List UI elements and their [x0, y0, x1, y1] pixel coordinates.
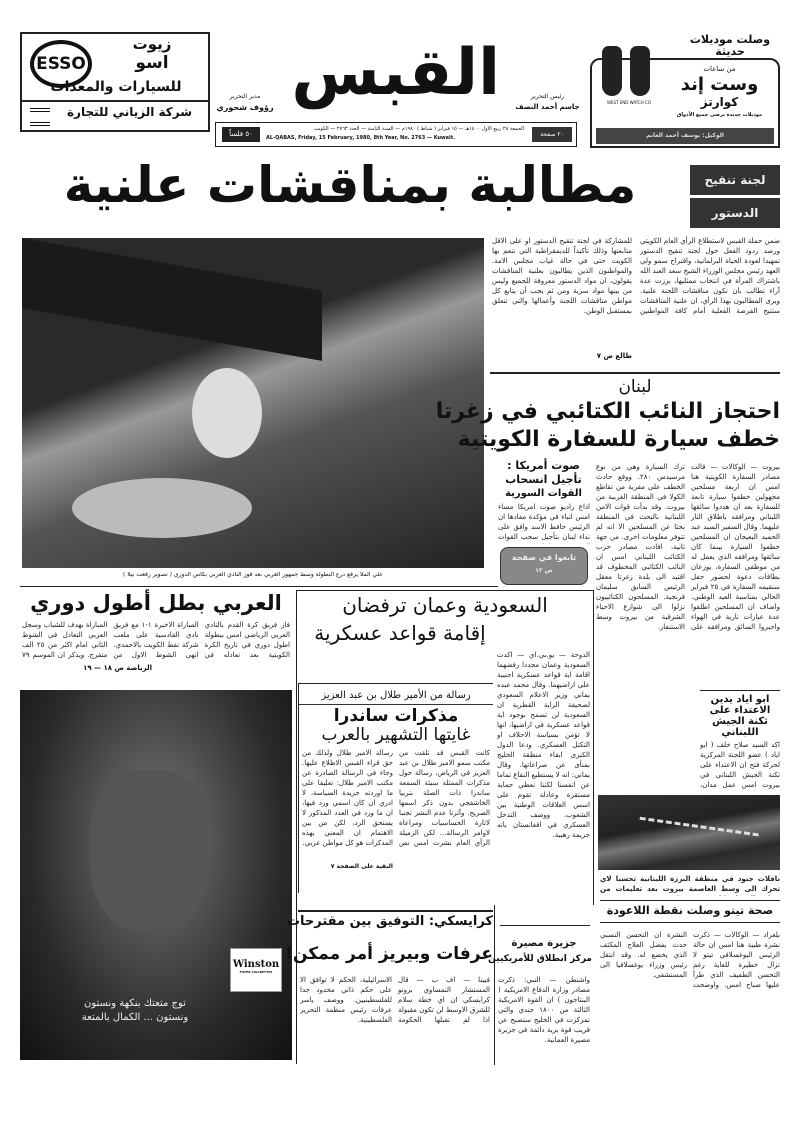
tanks-photo-caption: ناقلات جنود في منطقة البرزة اللبنانية تحسبا لاي تحرك الى وسط العاصمة بيروت بعد تعليمات من — [600, 875, 780, 893]
winston-pack — [230, 948, 282, 992]
talal-body: كانت القبس قد تلقت من مكتب سمو الامير طلال بن عبد العزيز في الرياض، رسالة حول مذكرات الممثلة سيئة السمعة ساندرا ذات الصلة بتربيا الخاشقجي بدون ذكر اسمها الصريح. وآثرنا عدم النشر تجنبا لاثارة الحساسيات ومراعاة لاوامر الرسالة... لكن الزميلة الرأي العام نشرت امس نص رسالة الامير طلال ولذلك من حق قراء القبس الاطلاع عليها. وجاء في الرسالة الصادرة عن مكتب الامير طلال: تعليقا على ما اوردته جريدة السياسة، لا ادري ان كان اسمي ورد فيها، ان ما ورد في العدد المذكور لا يستحق الرد، لكن من بين الاهتمام ان المعني بهذه المذكرات هو كل مواطن عربي. — [302, 749, 490, 848]
talal-box — [298, 683, 493, 893]
talal-kicker: رسالة من الأمير طلال بن عبد العزيز — [299, 690, 493, 705]
date-bar — [215, 122, 577, 147]
saudi-headline-2: إقامة قواعد عسكرية — [314, 621, 486, 645]
voa-ad-text: تابعوا في صفحة — [511, 553, 577, 562]
tanks-photo — [598, 795, 780, 870]
kreisky-headline-1: كرايسكي: التوفيق بين مقترحات — [286, 914, 493, 929]
westend-line3: موديلات جديدة ترضي جميع الأذواق — [676, 112, 763, 118]
sports-continued: الرياضة ص ١٨ — ١٩ — [83, 664, 152, 672]
tito-body: بلغراد — الوكالات — ذكرت نشرة طبية هنا امس ان حالة الرئيس اليوغسلافي تيتو لا تزال خطيرة للغاية رغم التحسن الطفيف الذي طرأ عليها صباح امس. واوضحت النشرة ان التحسن النسبي حدث بفضل العلاج المكثف الذي يخضع له. وقد انتقل رئيس وزراء يوغسلافيا الى المستشفى. — [600, 931, 780, 989]
saudi-headline-1: السعودية وعمان ترفضان — [342, 593, 548, 617]
lead-headline: مطالبة بمناقشات علنية — [63, 156, 637, 214]
editor-in-chief-label: رئيس التحرير — [530, 93, 565, 100]
westend-line2: كوارتز — [700, 95, 739, 109]
managing-editor: رؤوف شحوري — [216, 103, 274, 112]
price-badge: ٥٠ فلساً — [222, 127, 260, 142]
zayani-logo-icon — [30, 108, 50, 126]
lebanon-kicker: لبنان — [618, 377, 652, 397]
voa-title-2: تأجيل انسحاب — [505, 473, 582, 486]
voa-ad-box — [500, 547, 588, 585]
lead-kicker-1: لجنة تنقيح — [690, 165, 780, 195]
kreisky-body: فيينا — اف ب — قال المستشار النمساوي برونو كرايسكي ان اي خطة سلام للشرق الاوسط لن تكون مقبولة اذا لم تقبلها الحكومة الاسرائيلية، الحكم لا توافق الا على حكم ذاتي محدود جدا للفلسطينيين. ووصف ياسر عرفات رئيس منظمة التحرير الفلسطينية. — [300, 976, 490, 1024]
lead-continued: طالع ص ٧ — [596, 352, 632, 360]
lead-kicker-2: الدستور — [690, 198, 780, 228]
winston-sub: FILTER CIGARETTES — [239, 970, 273, 974]
westend-top: وصلت موديلات حديثة — [689, 33, 771, 59]
pages-badge: ٢٠ صفحة — [532, 127, 572, 142]
esso-line2: اسو — [135, 53, 169, 73]
westend-line1: من ساعات — [703, 65, 736, 73]
westend-ad — [590, 58, 780, 148]
main-photo-caption: علي الملا يرفع درع البطولة وسط جمهور العربي بعد فوز النادي العربي بكأس الدوري ( تصوير رفعت بيلا ) — [123, 572, 383, 578]
sports-body: فاز فريق كرة القدم بالنادي العربي الرياضي امس ببطولة اطول دوري في تاريخ الكرة الكويتية بعد تعادله في المباراة الاخيرة ١-١ مع فريق نادي القادسية على ملعب شركة نفط الكويت بالاحمدي. انهى الشوط الاول من المباراة بهدف للشباب وسجل العربي التعادل في الشوط الثاني امام اكثر من ٢٥ الف متفرج. ويذكر ان الموسم ٧٩ — [22, 621, 290, 659]
esso-company: شركة الزياني للتجارة — [66, 105, 193, 119]
managing-editor-label: مدير التحرير — [229, 93, 261, 100]
voa-title-3: القوات السورية — [505, 488, 582, 499]
date-line-ar: الجمعة ٢٨ ربيع الأول ١٤٠٠هـ — ١٥ فبراير ( شباط ) ١٩٨٠م — السنة الثامنة — العدد ٢٧٦٣ — الكويت — [314, 126, 524, 132]
esso-line1: زيوت — [132, 35, 172, 53]
talal-headline-2: غايتها التشهير بالعرب — [321, 724, 471, 745]
winston-slogan-2: ونستون ... الكمال بالمتعة — [81, 1012, 189, 1023]
saudi-body: الدوحة — يو.بي.اي — اكدت السعودية وعمان مجددا رفضهما اقامة اية قواعد عسكرية اجنبية على اراضيهما. وقال محمد عبده يماني وزير الاعلام السعودي لصحيفة الراية القطرية ان السعودية لن تسمح بوجود اية قواعد عسكرية في اراضيها، انها لا تؤمن بسياسة الاحلاف او التكتل العسكري. ودعا الدول الكبرى ابقاء منطقة الخليج بمنأى عن صراعاتها. وقال يماني: انه لا يستطيع النفاع تماما عن انفسنا لكننا نعطي حماية مستقرة وعادلة تقوم على اسس العلاقات الوطنية بين الشعوب. ووصف التدخل العسكري في افغانستان بانه جريمة رهيبة. — [497, 651, 590, 839]
abu-iyad-headline: ابو اياد يدين الاعتداء على ثكنة الجيش اللبناني — [709, 694, 771, 738]
lead-body: ضمن حملة القبس لاستطلاع الرأي العام الكويتي ورصد ردود الفعل حول لجنة تنقيح الدستور تمهيدا لعودة الحياة البرلمانية، واقتراح سمو ولي العهد رئيس مجلس الوزراء الشيخ سعد العبد الله باشتراك المرأة في انتخاب ممثليها، برزت عدة آراء تطالب بان تكون مناقشات اللجنة علنية. ويرى المطالبون بهذا الرأي، ان علنية المناقشات ستتيح الفرصة الفعلية أمام كافة المواطنين للمشاركة في لجنة تنقيح الدستور او على الاقل متابعتها وذلك تأكيداً للديمقراطية التي تنعم بها الكويت حتى في حالة غياب مجلس الامة. والمواطنون الذين يطالبون بعلنية المناقشات يقولون، ان مواد الدستور معروفة للجميع وليس من بينها مواد سرية ومن ثم يجب أن يتابع كل مواطن مناقشات اللجنة وأعمالها والتي تتعلق بمستقبل الوطن. — [492, 237, 780, 315]
date-line-en: AL-QABAS, Friday, 15 February, 1980, 8th Year, No. 2763 — Kuwait. — [266, 135, 456, 141]
winston-brand: Winston — [232, 959, 280, 970]
esso-ad — [20, 32, 210, 132]
voa-title-1: صوت أمريكا : — [507, 459, 580, 472]
esso-logo: ESSO — [30, 40, 92, 88]
talal-headline-1: مذكرات ساندرا — [333, 706, 459, 726]
masirah-body: واشنطن — النبي: ذكرت مصادر وزارة الدفاع الامريكية ( البنتاجون ) ان القوة الامريكية الثالثة من ١٨٠٠ جندي والتي تمركزت في الخليج ستصبح عن قريب قوة برية دائمة في جزيرة مصيرة العمانية. — [498, 976, 590, 1044]
esso-line3: للسيارات والمعدات — [50, 79, 182, 95]
newspaper-logo: القبس — [291, 36, 500, 110]
watch-icon — [630, 46, 650, 96]
winston-slogan-1: توج متعتك بنكهة ونستون — [84, 998, 186, 1009]
lebanon-body: بيروت — الوكالات — قالت مصادر السفارة الكويتية هنا امس ان اربعة مسلحين مجهولين خطفوا سيارة تابعة للسفارة بعد ان هددوا سائقها اللبناني ومرافقه باطلاق النار عليهما. وقال السفير السيد عبد الحميد البعيجان ان المسلحين خطفوا السيارة بينما كان سائقها ومرافقه الذي يعمل له من موظفي السفارة، يوزعان بطاقات دعوة لحضور حفل ستقيمه السفارة في ٢٥ فبراير الحالي بمناسبة العيد الوطني. واضاف ان المسلحين اطلقوا عدة عبارات نارية في الهواء واجبروا السائق ومرافقه على ترك السيارة وهي من نوع مرسيدس ٢٨٠. ووقع حادث الخطف على مقربة من تقاطع الكولا في المنطقة الغربية من بيروت. وقد بدأت قوات الامن اللبنانية بالبحث في المنطقة بحثا عن المسلحين الا انه لم تتوفر معلومات اخرى. من جهة ثانية، افادت مصادر حزب الكتائب اللبناني امس ان النائب الكتائبي المخطوف قد اقتيد الى بلدة زغرتا معقل الرئيس السابق سليمان فرنجية. المسلحون الكتائبيون نزلوا الى شوارع الاحياء الشرقية من بيروت وسط الاستنفار. — [596, 463, 780, 631]
westend-brand: وست إند — [680, 74, 759, 95]
talal-continued: البقية على الصفحة ٧ — [330, 863, 393, 871]
sports-headline: العربي بطل أطول دوري — [30, 591, 282, 615]
voa-ad-page: ص ١٢ — [535, 566, 553, 574]
masirah-headline-1: جزيرة مصيرة — [511, 938, 577, 949]
watch-icon — [602, 46, 622, 96]
westend-seal: WEST END WATCH CO — [607, 100, 651, 105]
westend-footer: الوكيل: يوسف أحمد الغانم — [596, 128, 774, 144]
masirah-headline-2: مركز انطلاق للأمريكيين — [488, 954, 592, 964]
kreisky-headline-2: عرفات وبيريز أمر ممكن! — [285, 944, 493, 964]
lebanon-headline-2: خطف سيارة للسفارة الكويتية — [457, 427, 780, 452]
voa-body: اذاع راديو صوت امريكا مساء امس انباء في مؤكدة مفادها ان الرئيس حافظ الاسد وافق على نداء لبنان بتأجيل سحب القوات — [498, 503, 590, 541]
lebanon-headline-1: احتجاز النائب الكتائبي في زغرتا — [435, 399, 780, 424]
abu-iyad-body: اكد السيد صلاح خلف ( ابو اياد ) عضو اللجنة المركزية لحركة فتح ان الاعتداء على ثكنة الجيش اللبناني في بيروت امس عمل مدان، — [700, 741, 780, 789]
winston-ad — [20, 690, 292, 1060]
editor-in-chief: جاسم أحمد النصف — [515, 103, 580, 111]
main-photo — [22, 238, 484, 568]
tito-headline: صحة تيتو وصلت نقطة اللاعودة — [606, 904, 774, 917]
